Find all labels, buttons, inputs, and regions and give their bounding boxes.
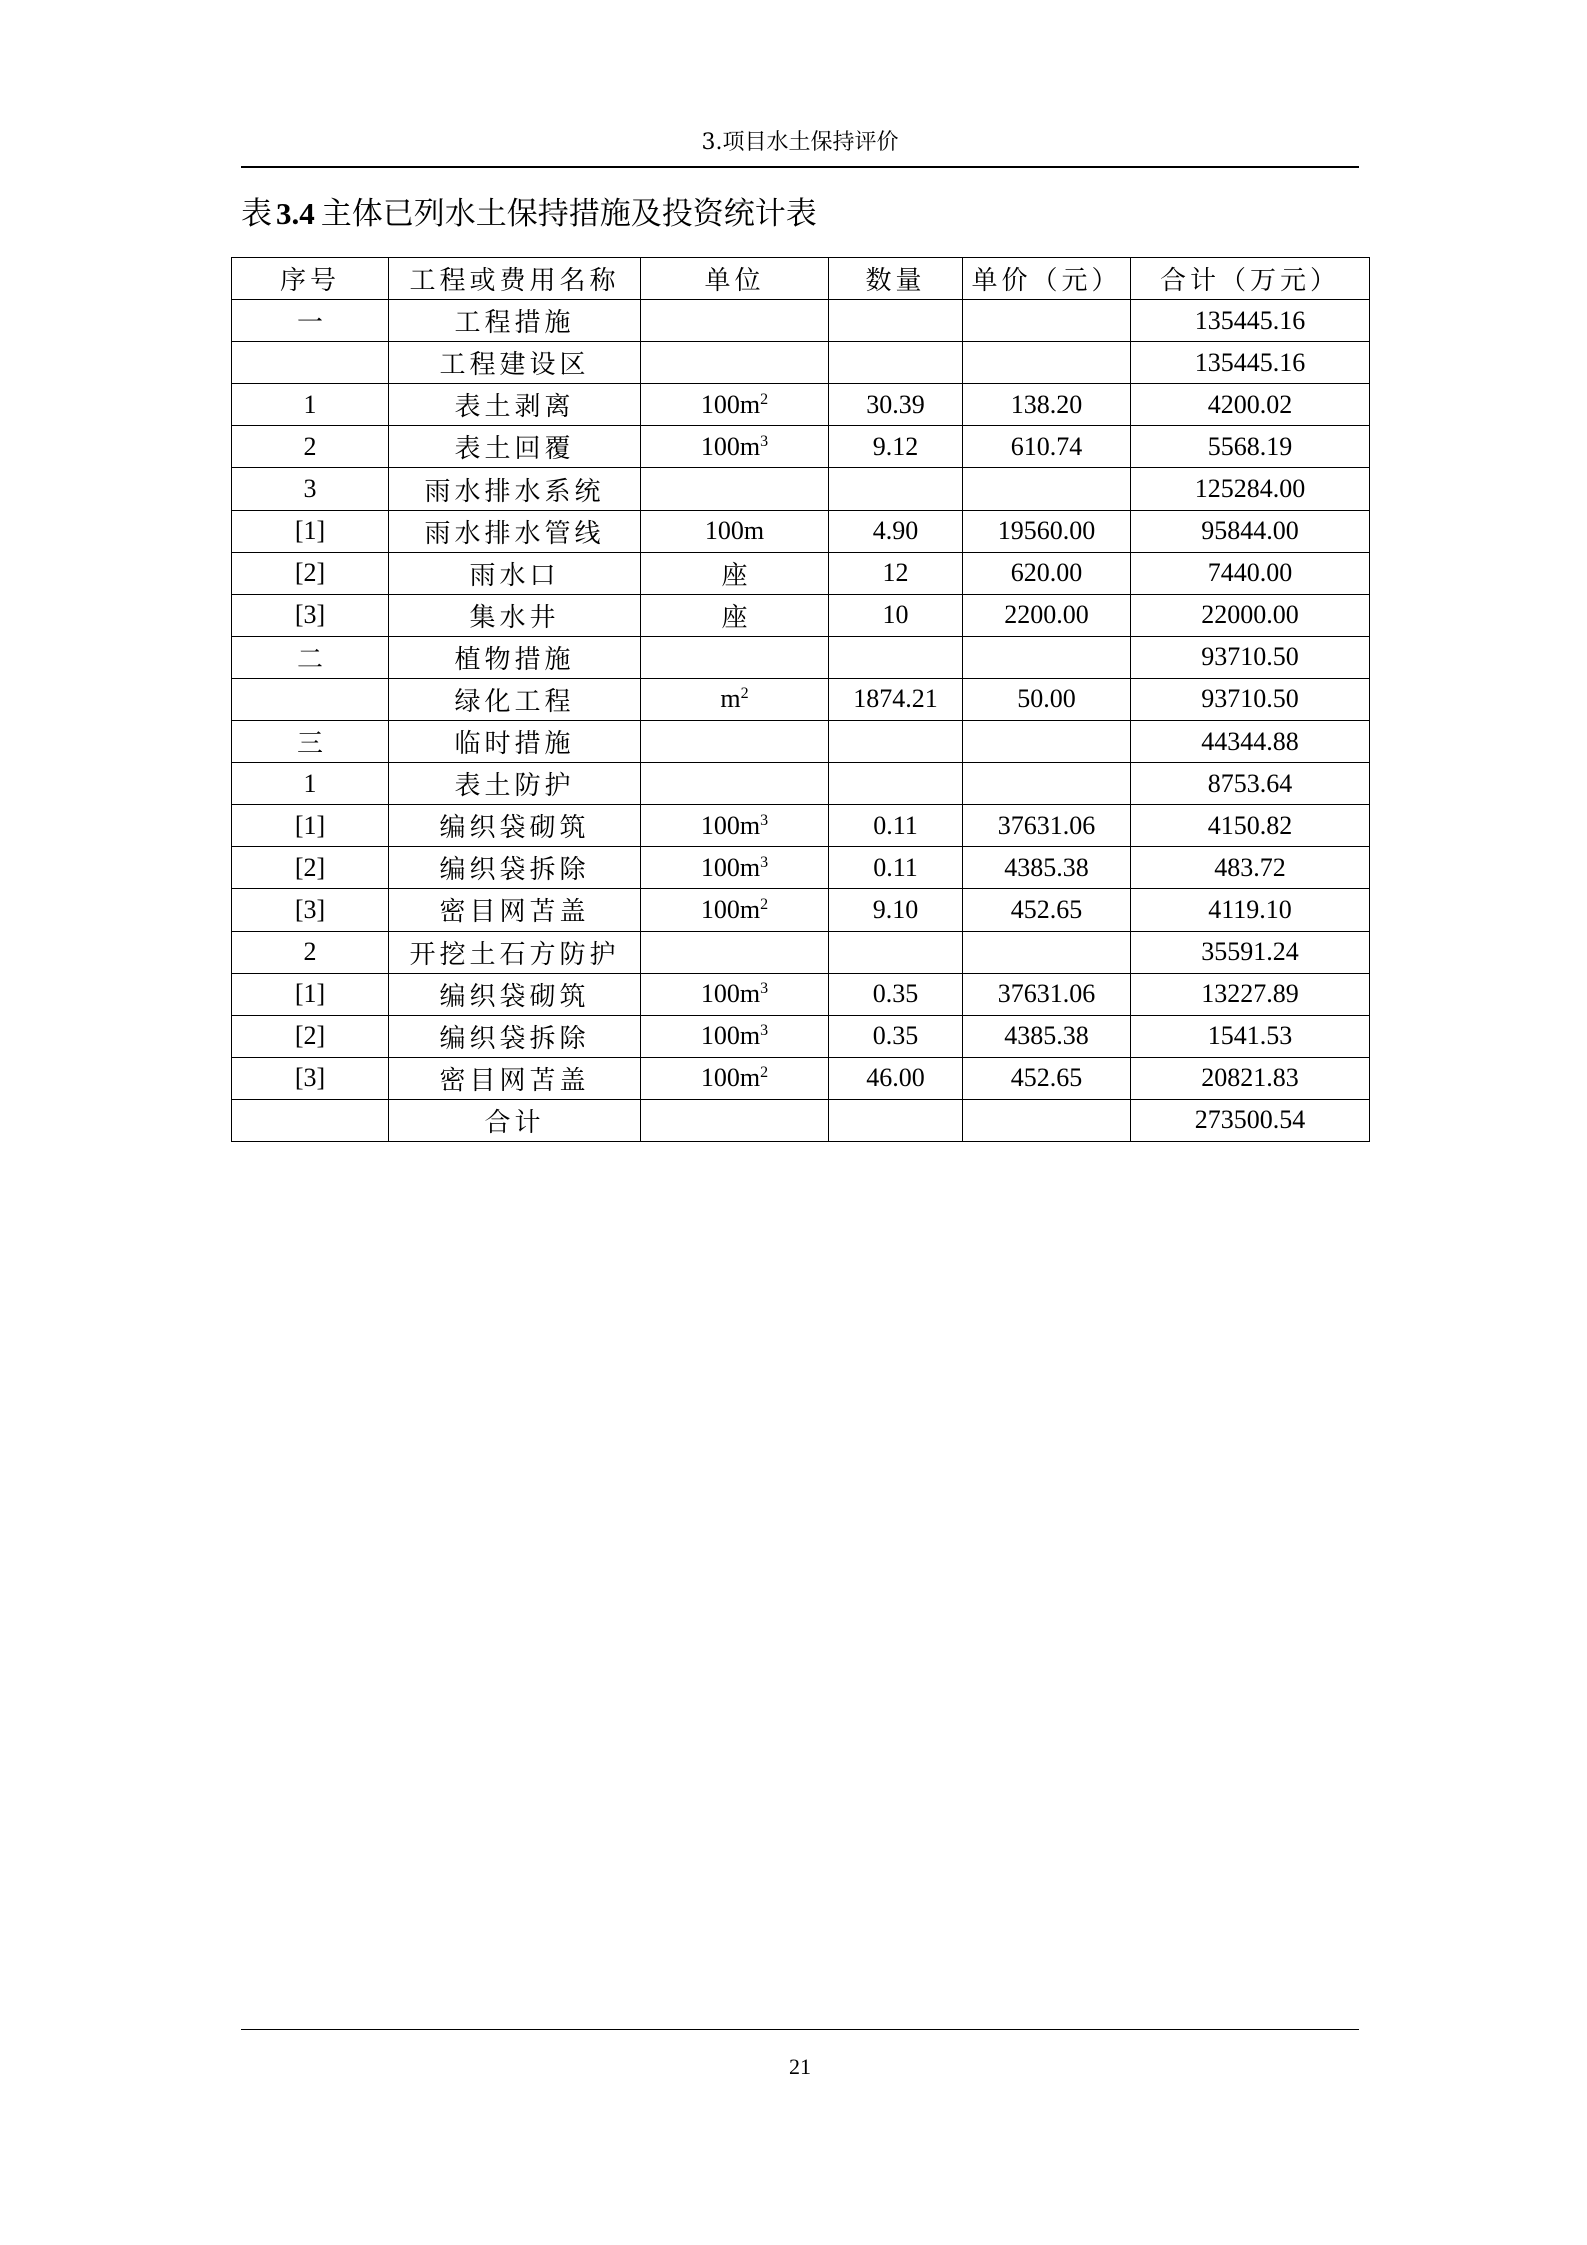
cell-unit — [641, 678, 829, 720]
header-rule — [241, 166, 1359, 168]
cell-unit-price — [963, 342, 1131, 384]
cell-seq: [2] — [232, 1015, 389, 1057]
cell-total: 8753.64 — [1131, 763, 1370, 805]
cell-quantity: 1874.21 — [829, 678, 963, 720]
cell-unit — [641, 636, 829, 678]
cell-total: 20821.83 — [1131, 1057, 1370, 1099]
cell-item-name: 工程措施 — [389, 300, 641, 342]
cell-seq: 3 — [232, 468, 389, 510]
cell-seq: 1 — [232, 384, 389, 426]
cell-quantity: 0.35 — [829, 973, 963, 1015]
unit-base: 100m — [700, 1021, 761, 1051]
table-title-prefix: 表 — [241, 196, 272, 232]
cell-unit-price — [963, 300, 1131, 342]
cell-seq: 一 — [232, 300, 389, 342]
cell-unit — [641, 594, 829, 636]
table-row — [232, 342, 1370, 384]
cell-unit-price: 4385.38 — [963, 1015, 1131, 1057]
unit-base: 座 — [721, 602, 748, 632]
cell-seq: 2 — [232, 931, 389, 973]
cell-unit-price: 452.65 — [963, 1057, 1131, 1099]
cell-unit-price — [963, 1099, 1131, 1141]
cell-unit-price: 2200.00 — [963, 594, 1131, 636]
cell-total: 93710.50 — [1131, 636, 1370, 678]
unit-base: 100m — [700, 810, 761, 840]
cell-item-name: 绿化工程 — [389, 678, 641, 720]
unit-base: 100m — [700, 852, 761, 882]
cell-quantity: 9.10 — [829, 889, 963, 931]
cell-unit-price: 37631.06 — [963, 805, 1131, 847]
unit-base: m — [720, 684, 741, 714]
table-row — [232, 678, 1370, 720]
cell-unit — [641, 805, 829, 847]
cell-seq: [1] — [232, 510, 389, 552]
cell-item-name: 表土防护 — [389, 763, 641, 805]
cell-item-name: 植物措施 — [389, 636, 641, 678]
cell-seq: 二 — [232, 636, 389, 678]
cell-total: 7440.00 — [1131, 552, 1370, 594]
cell-seq: [3] — [232, 594, 389, 636]
cell-total: 4119.10 — [1131, 889, 1370, 931]
table-title-text: 主体已列水土保持措施及投资统计表 — [320, 196, 817, 232]
cell-unit-price: 610.74 — [963, 426, 1131, 468]
cell-item-name: 编织袋砌筑 — [389, 805, 641, 847]
cell-unit — [641, 847, 829, 889]
cell-item-name: 编织袋砌筑 — [389, 973, 641, 1015]
table-row — [232, 636, 1370, 678]
cell-unit — [641, 426, 829, 468]
cell-quantity — [829, 931, 963, 973]
table-title-number: 3.4 — [276, 196, 315, 231]
cell-unit-price — [963, 931, 1131, 973]
cell-item-name: 开挖土石方防护 — [389, 931, 641, 973]
running-header: 3.项目水土保持评价 — [701, 130, 899, 155]
table-row — [232, 552, 1370, 594]
table-row — [232, 384, 1370, 426]
cell-total: 95844.00 — [1131, 510, 1370, 552]
table-row — [232, 510, 1370, 552]
cell-item-name: 集水井 — [389, 594, 641, 636]
cell-unit — [641, 552, 829, 594]
cell-quantity: 0.35 — [829, 1015, 963, 1057]
cell-total: 93710.50 — [1131, 678, 1370, 720]
cell-total: 125284.00 — [1131, 468, 1370, 510]
cell-unit-price: 138.20 — [963, 384, 1131, 426]
unit-base: 100m — [700, 979, 761, 1009]
cell-total: 135445.16 — [1131, 300, 1370, 342]
table-header-row — [232, 258, 1370, 300]
unit-exponent: 2 — [740, 685, 749, 703]
table-row — [232, 426, 1370, 468]
cell-item-name: 临时措施 — [389, 721, 641, 763]
unit-exponent: 3 — [760, 980, 769, 998]
cell-quantity: 30.39 — [829, 384, 963, 426]
cell-item-name: 编织袋拆除 — [389, 1015, 641, 1057]
cell-quantity — [829, 342, 963, 384]
cell-seq: [1] — [232, 973, 389, 1015]
cell-item-name: 表土剥离 — [389, 384, 641, 426]
table-row — [232, 931, 1370, 973]
cell-item-name: 雨水口 — [389, 552, 641, 594]
cell-seq: [3] — [232, 1057, 389, 1099]
cell-total: 5568.19 — [1131, 426, 1370, 468]
unit-exponent: 2 — [760, 895, 769, 913]
cell-total: 4150.82 — [1131, 805, 1370, 847]
cell-total: 13227.89 — [1131, 973, 1370, 1015]
cell-item-name: 表土回覆 — [389, 426, 641, 468]
cell-quantity — [829, 721, 963, 763]
cell-unit — [641, 384, 829, 426]
cell-seq: [2] — [232, 847, 389, 889]
cell-total: 35591.24 — [1131, 931, 1370, 973]
header-quantity: 数量 — [829, 258, 963, 300]
cell-unit — [641, 721, 829, 763]
table-row — [232, 468, 1370, 510]
cell-quantity: 10 — [829, 594, 963, 636]
header-seq: 序号 — [232, 258, 389, 300]
cell-unit-price: 452.65 — [963, 889, 1131, 931]
unit-exponent: 3 — [760, 1022, 769, 1040]
unit-base: 100m — [700, 431, 761, 461]
cell-quantity — [829, 468, 963, 510]
table-row — [232, 973, 1370, 1015]
cell-quantity: 4.90 — [829, 510, 963, 552]
cell-total: 4200.02 — [1131, 384, 1370, 426]
table-row — [232, 1057, 1370, 1099]
cell-unit-price — [963, 468, 1131, 510]
cell-item-name: 合计 — [389, 1099, 641, 1141]
cell-unit-price — [963, 763, 1131, 805]
unit-exponent: 2 — [760, 1064, 769, 1082]
cell-unit-price: 4385.38 — [963, 847, 1131, 889]
cell-total: 1541.53 — [1131, 1015, 1370, 1057]
cell-total: 273500.54 — [1131, 1099, 1370, 1141]
cell-total: 22000.00 — [1131, 594, 1370, 636]
table-row — [232, 847, 1370, 889]
table-row — [232, 594, 1370, 636]
cell-item-name: 雨水排水系统 — [389, 468, 641, 510]
table-row — [232, 1099, 1370, 1141]
unit-base: 100m — [700, 389, 761, 419]
unit-exponent: 3 — [760, 811, 769, 829]
cell-unit-price — [963, 636, 1131, 678]
unit-base: 座 — [721, 560, 748, 590]
cell-unit-price: 50.00 — [963, 678, 1131, 720]
cell-item-name: 雨水排水管线 — [389, 510, 641, 552]
cell-unit-price: 620.00 — [963, 552, 1131, 594]
cell-unit-price — [963, 721, 1131, 763]
unit-base: 100m — [700, 1063, 761, 1093]
unit-base: 100m — [704, 516, 765, 546]
cell-quantity: 0.11 — [829, 805, 963, 847]
cell-total: 44344.88 — [1131, 721, 1370, 763]
header-item-name: 工程或费用名称 — [389, 258, 641, 300]
cell-quantity: 12 — [829, 552, 963, 594]
cell-unit-price: 19560.00 — [963, 510, 1131, 552]
header-unit-price: 单价（元） — [963, 258, 1131, 300]
cell-unit — [641, 763, 829, 805]
table-row — [232, 721, 1370, 763]
table-row — [232, 889, 1370, 931]
cell-unit — [641, 889, 829, 931]
table-row — [232, 300, 1370, 342]
cell-seq — [232, 678, 389, 720]
unit-base: 100m — [700, 894, 761, 924]
page-number: 21 — [789, 2054, 811, 2079]
cell-quantity — [829, 300, 963, 342]
cell-seq: 三 — [232, 721, 389, 763]
unit-exponent: 3 — [760, 853, 769, 871]
cell-unit — [641, 1099, 829, 1141]
cell-unit — [641, 468, 829, 510]
table-body — [232, 300, 1370, 1142]
cell-quantity — [829, 636, 963, 678]
table-row — [232, 1015, 1370, 1057]
table-row — [232, 763, 1370, 805]
cell-seq: [2] — [232, 552, 389, 594]
header-total: 合计（万元） — [1131, 258, 1370, 300]
cell-unit — [641, 973, 829, 1015]
cell-seq: [1] — [232, 805, 389, 847]
cell-total: 135445.16 — [1131, 342, 1370, 384]
investment-table — [231, 257, 1370, 1142]
cell-seq: 1 — [232, 763, 389, 805]
cell-seq — [232, 1099, 389, 1141]
cell-seq — [232, 342, 389, 384]
cell-unit — [641, 1015, 829, 1057]
cell-item-name: 编织袋拆除 — [389, 847, 641, 889]
cell-item-name: 密目网苫盖 — [389, 889, 641, 931]
header-unit: 单位 — [641, 258, 829, 300]
cell-unit — [641, 510, 829, 552]
unit-exponent: 3 — [760, 432, 769, 450]
cell-quantity — [829, 763, 963, 805]
cell-seq: [3] — [232, 889, 389, 931]
cell-quantity: 9.12 — [829, 426, 963, 468]
cell-seq: 2 — [232, 426, 389, 468]
table-row — [232, 805, 1370, 847]
cell-item-name: 工程建设区 — [389, 342, 641, 384]
cell-quantity: 46.00 — [829, 1057, 963, 1099]
cell-item-name: 密目网苫盖 — [389, 1057, 641, 1099]
cell-total: 483.72 — [1131, 847, 1370, 889]
footer-rule — [241, 2029, 1359, 2030]
table-title — [241, 192, 817, 236]
cell-unit — [641, 1057, 829, 1099]
cell-unit — [641, 931, 829, 973]
unit-exponent: 2 — [760, 390, 769, 408]
cell-quantity: 0.11 — [829, 847, 963, 889]
cell-unit — [641, 300, 829, 342]
cell-unit — [641, 342, 829, 384]
cell-quantity — [829, 1099, 963, 1141]
cell-unit-price: 37631.06 — [963, 973, 1131, 1015]
